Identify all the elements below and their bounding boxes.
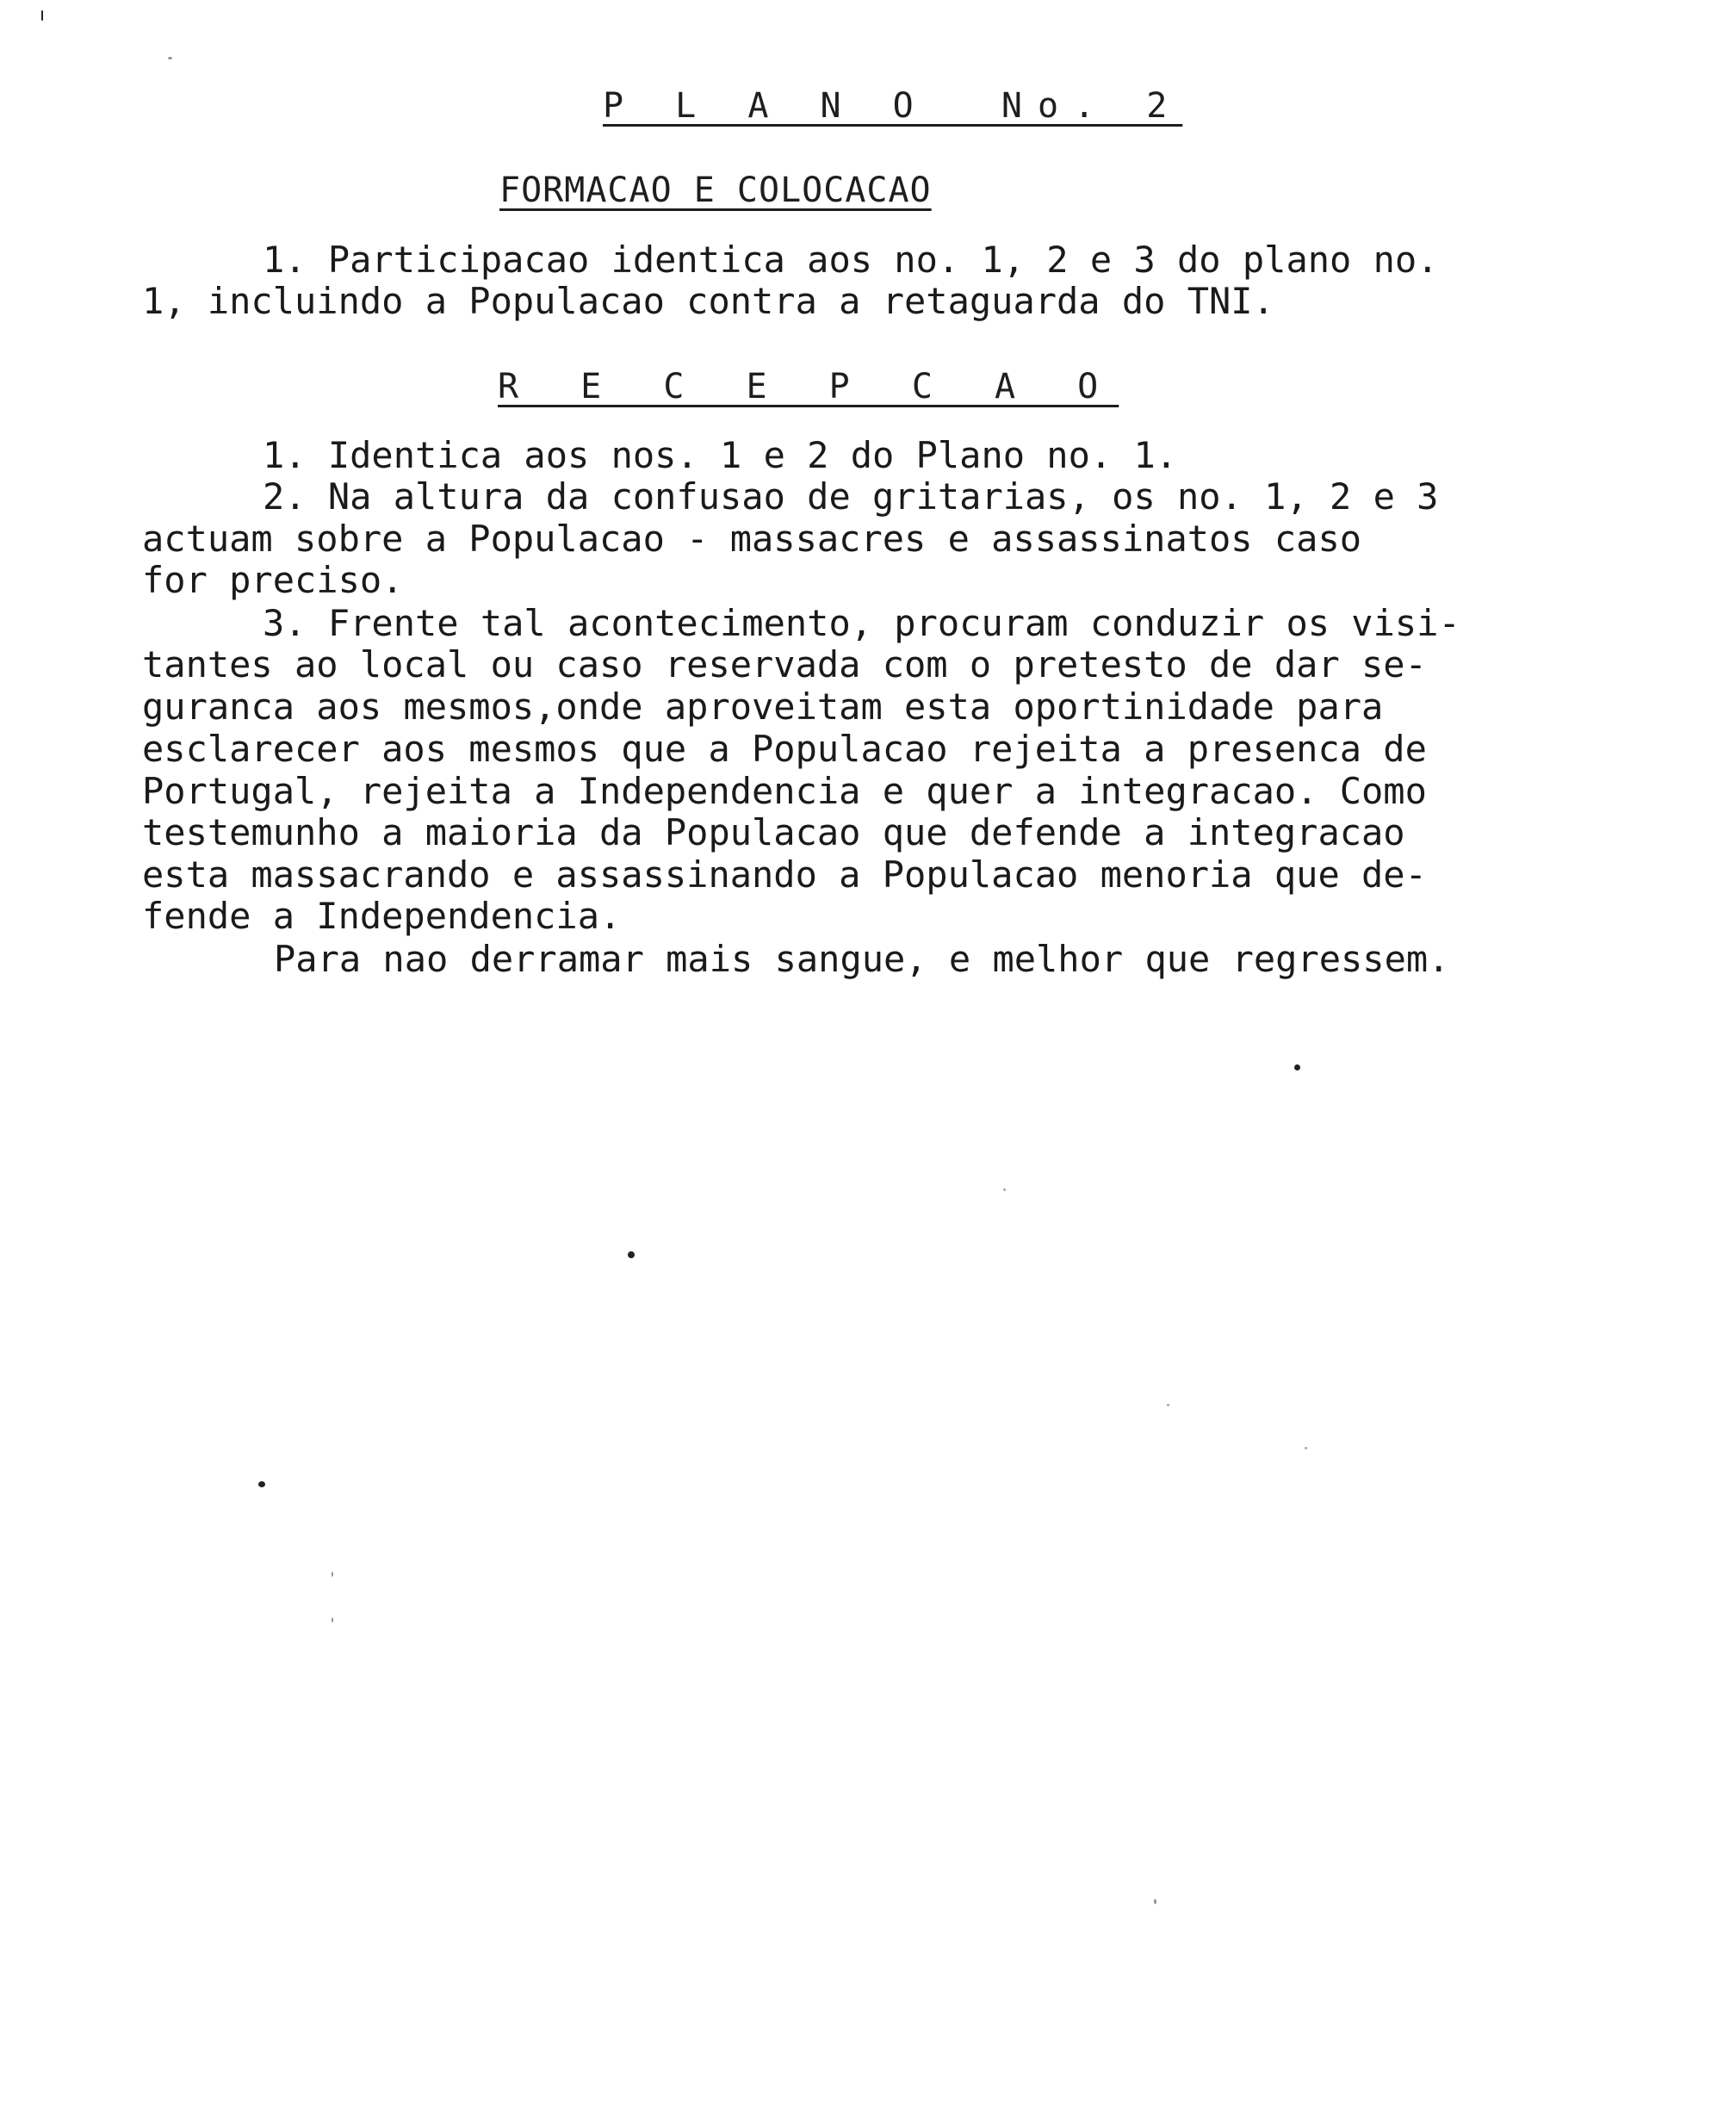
scan-speck (1167, 1404, 1169, 1406)
scan-speck (1305, 1447, 1307, 1449)
section-heading-recepcao: R E C E P C A O (498, 367, 1119, 406)
paragraph-line: 1. Identica aos nos. 1 e 2 do Plano no. 1. (263, 434, 1178, 476)
paragraph-line: fende a Independencia. (142, 895, 622, 937)
paragraph-line: 1. Participacao identica aos no. 1, 2 e 3 do plano no. (263, 239, 1439, 281)
document-title: P L A N O No. 2 (603, 86, 1183, 126)
paragraph-line: 1, incluindo a Populacao contra a retaguarda do TNI. (142, 280, 1274, 322)
paragraph-line: for preciso. (142, 559, 404, 601)
scan-speck (41, 10, 43, 21)
section-heading-formacao: FORMACAO E COLOCACAO (499, 171, 932, 210)
scan-speck (332, 1617, 333, 1623)
scan-speck (332, 1572, 333, 1577)
scan-speck (168, 57, 172, 59)
paragraph-line: testemunho a maioria da Populacao que defende a integracao (142, 811, 1405, 853)
scan-speck (1003, 1188, 1006, 1191)
scan-speck (258, 1481, 265, 1487)
scan-speck (628, 1251, 635, 1258)
paragraph-line: esclarecer aos mesmos que a Populacao rejeita a presenca de (142, 728, 1427, 770)
paragraph-line: Para nao derramar mais sangue, e melhor que regressem. (274, 938, 1450, 980)
paragraph-line: actuam sobre a Populacao - massacres e assassinatos caso (142, 518, 1362, 560)
paragraph-line: guranca aos mesmos,onde aproveitam esta oportinidade para (142, 686, 1384, 728)
paragraph-line: 3. Frente tal acontecimento, procuram conduzir os visi- (263, 602, 1460, 644)
scan-speck (1154, 1899, 1156, 1904)
paragraph-line: Portugal, rejeita a Independencia e quer a integracao. Como (142, 770, 1427, 812)
paragraph-line: 2. Na altura da confusao de gritarias, os no. 1, 2 e 3 (263, 475, 1439, 518)
paragraph-line: tantes ao local ou caso reservada com o pretesto de dar se- (142, 643, 1427, 686)
scan-speck (1294, 1064, 1300, 1070)
paragraph-line: esta massacrando e assassinando a Populacao menoria que de- (142, 853, 1427, 896)
